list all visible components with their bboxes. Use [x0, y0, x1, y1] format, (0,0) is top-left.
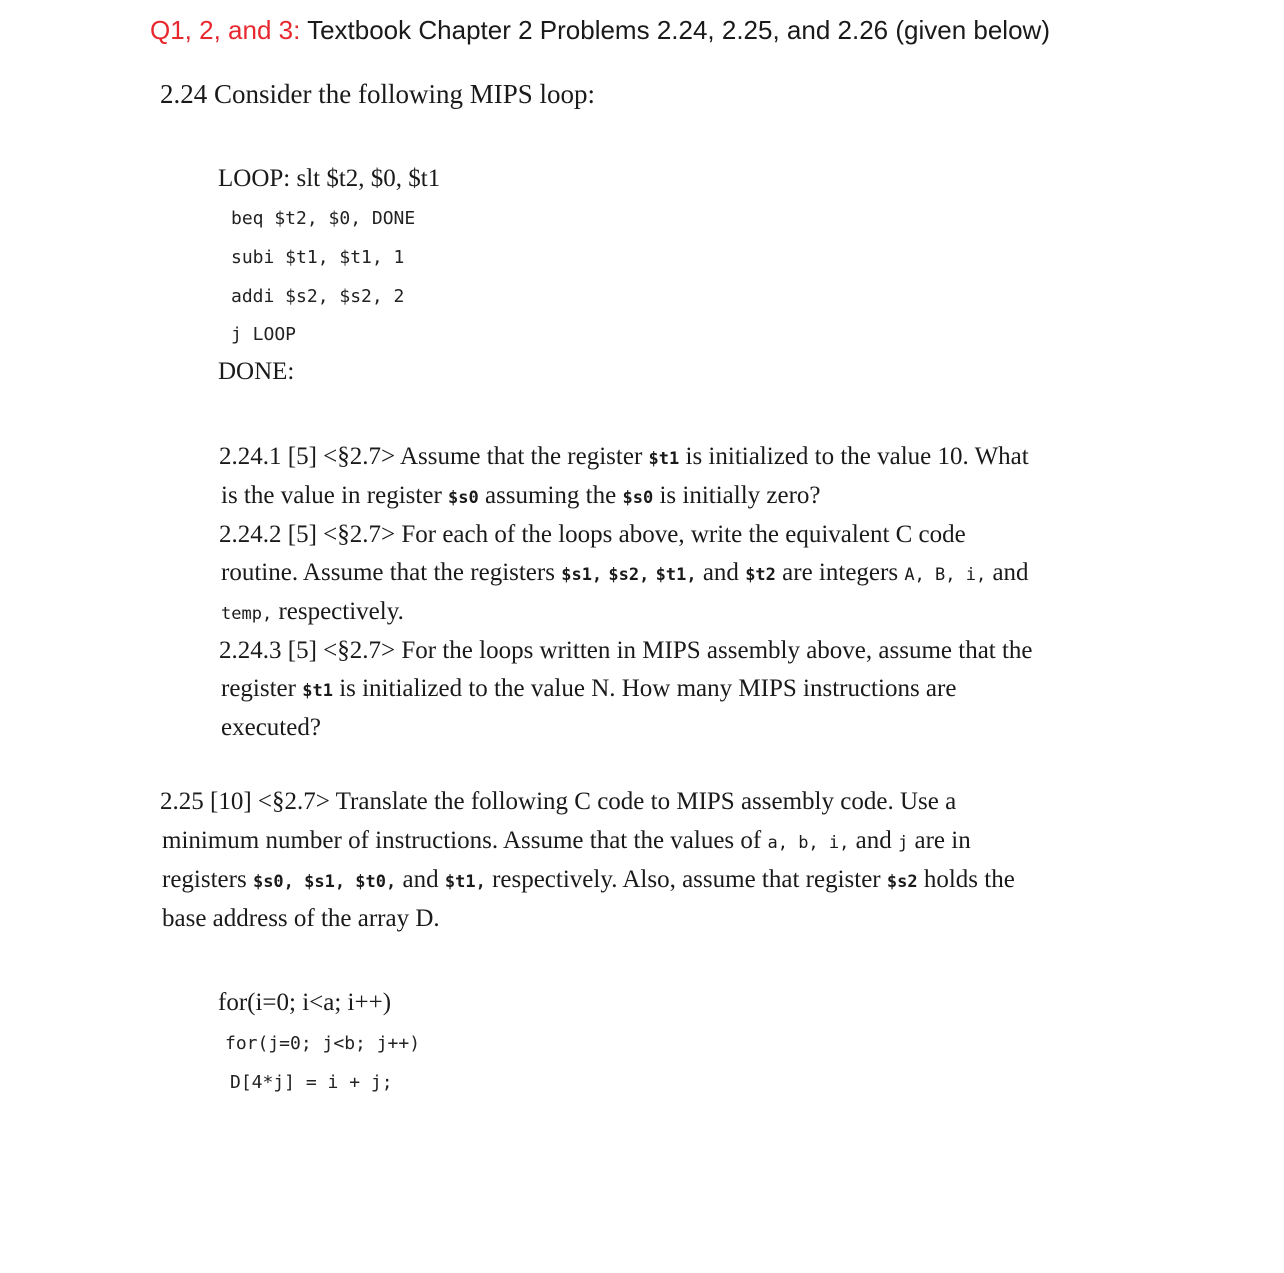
text: is initialized to the value N. How many MIPS instructions are [332, 675, 957, 702]
text: 2.24.1 [5] <§2.7> Assume that the register [219, 443, 649, 470]
code-for-outer: for(i=0; i<a; i++) [218, 989, 392, 1016]
register: $s0 [448, 488, 479, 508]
register: $s1, [561, 565, 603, 585]
text: are integers [775, 559, 905, 586]
text: and [696, 559, 746, 586]
q-2-24-3-line-2 [221, 672, 956, 708]
text: respectively. Also, assume that register [485, 866, 887, 893]
registers: $s0, $s1, $t0, [252, 872, 397, 892]
text: are in [908, 827, 971, 854]
problem-2-25-line-4: base address of the array D. [162, 905, 440, 932]
register: $t1 [648, 449, 680, 469]
register: $t1 [302, 681, 333, 701]
text: holds the [917, 866, 1015, 893]
variables: a, b, i, [767, 833, 850, 853]
text: routine. Assume that the registers [221, 559, 562, 586]
text: assuming the [478, 482, 623, 509]
text: and [986, 559, 1029, 586]
register: $t1, [444, 872, 486, 892]
code-body: D[4*j] = i + j; [230, 1072, 393, 1093]
problem-2-25-line-1: 2.25 [10] <§2.7> Translate the following C code to MIPS assembly code. Use a [160, 788, 957, 815]
register: $s0 [622, 488, 654, 508]
register: $s2 [886, 872, 918, 892]
page-header [150, 12, 1050, 48]
variables: A, B, i, [904, 565, 987, 585]
register: $s2, [608, 565, 650, 585]
code-done-line: DONE: [218, 358, 295, 385]
variable: j [897, 833, 909, 853]
problem-2-24-title: 2.24 Consider the following MIPS loop: [160, 79, 596, 109]
q-2-24-1-line-2 [221, 479, 821, 515]
text: is initially zero? [653, 482, 821, 509]
code-line-j: j LOOP [231, 324, 297, 345]
q-2-24-1-line-1 [219, 440, 1029, 476]
code-loop-line: LOOP: slt $t2, $0, $t1 [218, 165, 441, 192]
problem-2-25-line-2 [162, 824, 971, 860]
text: and [849, 827, 898, 854]
code-line-beq: beq $t2, $0, DONE [231, 208, 416, 229]
code-for-inner: for(j=0; j<b; j++) [225, 1033, 421, 1054]
text: respectively. [272, 598, 404, 625]
register: $t2 [745, 565, 776, 585]
text: register [221, 675, 303, 702]
variable: temp, [221, 604, 273, 624]
text: minimum number of instructions. Assume that the values of [162, 827, 768, 854]
header-text: Textbook Chapter 2 Problems 2.24, 2.25, and 2.26 (given below) [300, 15, 1050, 45]
q-2-24-2-line-1: 2.24.2 [5] <§2.7> For each of the loops above, write the equivalent C code [219, 521, 966, 548]
text: registers [162, 866, 253, 893]
problem-2-25-line-3 [162, 863, 1015, 899]
q-2-24-2-line-2 [221, 556, 1029, 592]
q-2-24-2-line-3 [221, 595, 404, 631]
q-2-24-3-line-3: executed? [221, 714, 321, 741]
text: is the value in register [221, 482, 449, 509]
code-line-addi: addi $s2, $s2, 2 [231, 286, 405, 307]
q-2-24-3-line-1: 2.24.3 [5] <§2.7> For the loops written in MIPS assembly above, assume that the [219, 637, 1033, 664]
code-line-subi: subi $t1, $t1, 1 [231, 247, 405, 268]
register: $t1, [655, 565, 697, 585]
text: and [396, 866, 445, 893]
header-prefix: Q1, 2, and 3: [150, 15, 301, 45]
text: is initialized to the value 10. What [679, 443, 1029, 470]
